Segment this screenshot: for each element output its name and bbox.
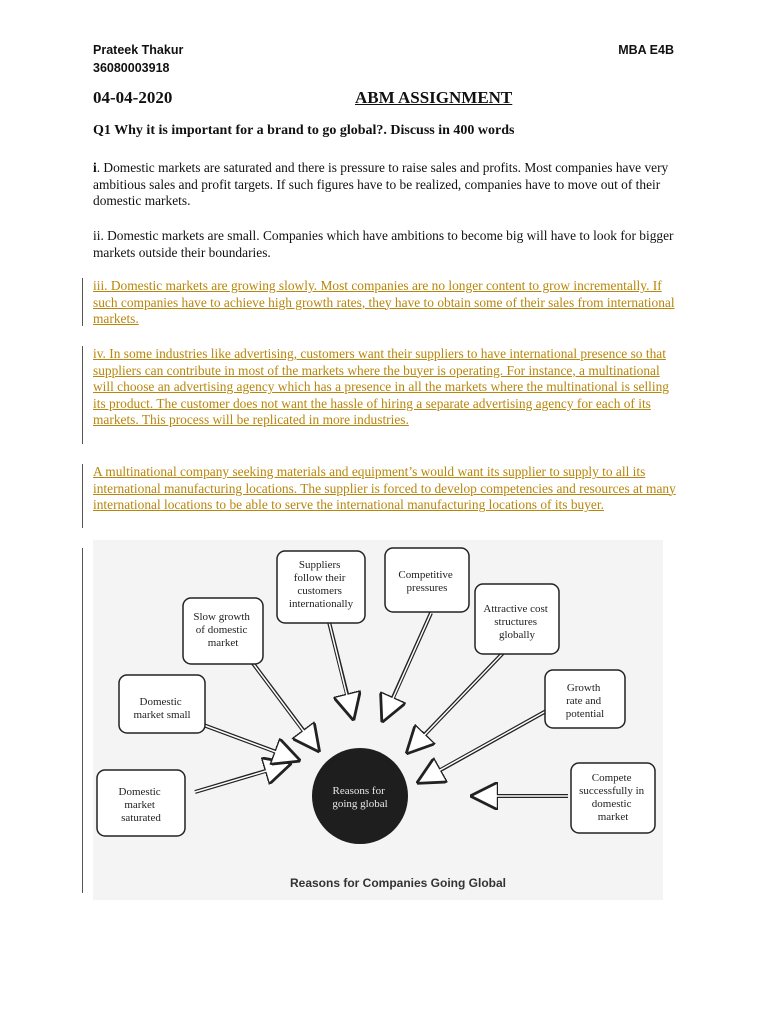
label-suppliers-follow: Suppliers follow their customers internationally <box>288 559 354 610</box>
question-heading: Q1 Why it is important for a brand to go global?. Discuss in 400 words <box>93 123 515 138</box>
roll-number: 36080003918 <box>93 61 170 75</box>
center-line: going global <box>332 798 388 810</box>
paragraph-1 <box>93 160 683 210</box>
diagram-caption: Reasons for Companies Going Global <box>289 876 507 890</box>
center-line: Reasons for <box>332 785 385 797</box>
change-bar <box>82 278 83 326</box>
center-label <box>332 785 387 810</box>
paragraph-2: ii. Domestic markets are small. Companies which have ambitions to become big will have to look for bigger markets outside their boundaries. <box>93 228 674 260</box>
assignment-date: 04-04-2020 <box>93 88 173 107</box>
class-label: MBA E4B <box>618 43 674 57</box>
assignment-title: ABM ASSIGNMENT <box>355 88 513 107</box>
change-bar <box>82 548 83 893</box>
student-name: Prateek Thakur <box>93 43 184 57</box>
change-bar <box>82 464 83 528</box>
label-compete-successfully: Compete successfully in domestic market <box>579 772 645 823</box>
paragraph-5 <box>93 464 683 514</box>
label-domestic-market-saturated: Domestic market saturated <box>118 786 161 824</box>
reasons-diagram <box>93 540 663 900</box>
paragraph-5-text: A multinational company seeking materials and equipment’s would want its supplier to supply to all its international manufacturing locations. The supplier is forced to develop competencies and resources at many international locations to be able to serve the international manufacturing locations of its buyer. <box>93 464 676 513</box>
label-growth-rate: Growth rate and potential <box>565 682 605 720</box>
label-domestic-market-small: Domestic market small <box>133 696 191 721</box>
paragraph-4-text: iv. In some industries like advertising, customers want their suppliers to have international presence so that suppliers can contribute in most of the markets where the buyer is operating. For instance, a multinational will choose an advertising agency which has a presence in all the markets where the multinational is selling its product. The customer does not want the hassle of hiring a separate advertising agency for each of its markets. This process will be replicated in more industries. <box>93 346 669 428</box>
label-competitive-pressures: Competitive pressures <box>398 569 453 594</box>
label-slow-growth: Slow growth of domestic market <box>193 611 250 649</box>
paragraph-1-text: . Domestic markets are saturated and there is pressure to raise sales and profits. Most companies have very ambitious sales and profit targets. If such figures have to be realized, companies have to move out of their domestic markets. <box>93 160 669 209</box>
paragraph-3-text: iii. Domestic markets are growing slowly. Most companies are no longer content to grow incrementally. If such companies have to achieve high growth rates, they have to obtain some of their sales from international markets. <box>93 278 675 327</box>
change-bar <box>82 346 83 444</box>
paragraph-3 <box>93 278 683 328</box>
paragraph-4 <box>93 346 683 429</box>
label-attractive-cost: Attractive cost structures globally <box>483 603 548 641</box>
paragraph-1-number: i <box>93 160 97 175</box>
